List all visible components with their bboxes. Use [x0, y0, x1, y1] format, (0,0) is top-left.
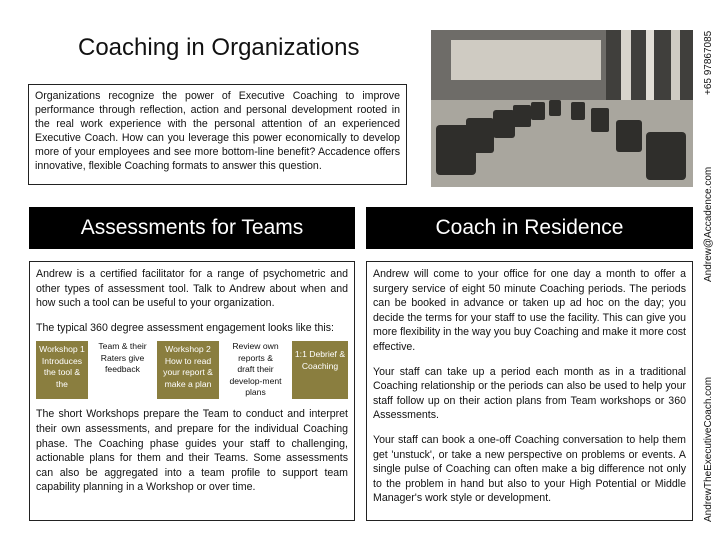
- meeting-room-photo: [431, 30, 693, 187]
- assessments-paragraph-1: Andrew is a certified facilitator for a range of psychometric and other types of assessment tool. Talk to Andrew about when and how such a tool can be useful to your organization.: [36, 268, 348, 310]
- intro-box: Organizations recognize the power of Executive Coaching to improve performance through reflection, action and personal development rooted in the real work experience with the personal attention of an experienced Executive Coach. How can you leverage this power economically to develop more of your employees and see more bottom-line benefit? Accadence offers innovative, flexible Coaching formats to answer this question.: [28, 84, 407, 185]
- assessments-paragraph-2: The typical 360 degree assessment engagement looks like this:: [36, 321, 334, 334]
- step-workshop-2: Workshop 2 How to read your report & make a plan: [157, 341, 219, 399]
- residence-panel: [366, 261, 693, 521]
- residence-paragraph-2: Your staff can take up a period each month as in a traditional Coaching relationship or the periods can also be used to help your staff follow up on their action plans from Team workshops or 360 Assessments.: [373, 365, 686, 422]
- assessments-heading: Assessments for Teams: [29, 207, 355, 249]
- contact-website: AndrewTheExecutiveCoach.com: [703, 376, 714, 522]
- step-team-raters-feedback: Team & their Raters give feedback: [98, 341, 147, 375]
- step-workshop-1: Workshop 1 Introduces the tool & the: [36, 341, 88, 399]
- step-review-reports: Review own reports & draft their develop-ment plans: [229, 341, 282, 398]
- contact-phone: +65 97867085: [703, 30, 714, 95]
- residence-heading: Coach in Residence: [366, 207, 693, 249]
- assessments-paragraph-3: The short Workshops prepare the Team to conduct and interpret their own assessments, and prepare for the individual Coaching phase. The Coaching phase guides your staff to challenging, actionable plans for them and their Teams. Some assessments can also be aggregated into a team profile to support team capability planning in a Workshop or over time.: [36, 408, 348, 494]
- contact-email: Andrew@Accadence.com: [703, 166, 714, 282]
- step-debrief-coaching: 1:1 Debrief & Coaching: [292, 341, 348, 399]
- assessment-steps: [36, 341, 348, 399]
- residence-paragraph-3: Your staff can book a one-off Coaching conversation to help them get 'unstuck', or take a new perspective on problems or events. A single pulse of Coaching can often make a big difference not only to the problem in hand but also to your High Potential or Middle Manager's work style or development.: [373, 433, 686, 505]
- residence-paragraph-1: Andrew will come to your office for one day a month to offer a surgery service of eight 50 minute Coaching periods. The periods can be booked in advance or taken up ad hoc on the day; you decide the terms for your staff to use the facility. This can give you more flexibility in the way you buy Coaching and make it more cost effective.: [373, 268, 686, 353]
- assessments-panel: [29, 261, 355, 521]
- page-title: Coaching in Organizations: [78, 34, 360, 61]
